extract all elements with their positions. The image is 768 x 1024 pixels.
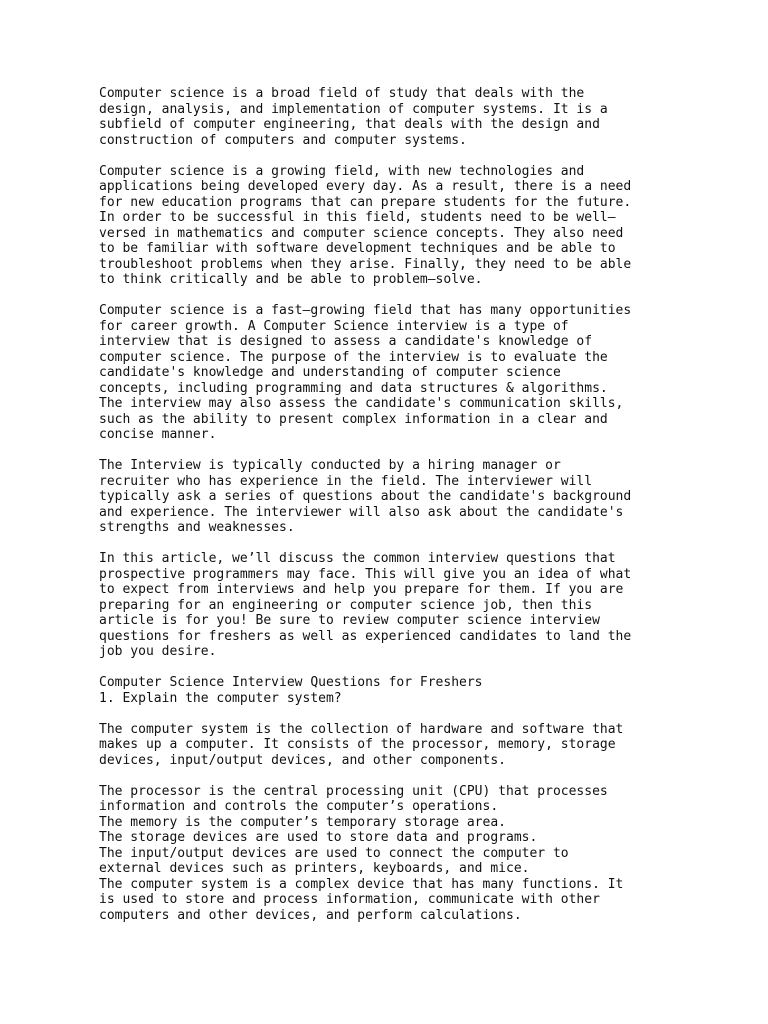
text-line: article is for you! Be sure to review computer science interview — [99, 613, 600, 628]
text-line: The storage devices are used to store data and programs. — [99, 830, 538, 845]
text-line: concepts, including programming and data structures & algorithms. — [99, 380, 608, 396]
components-paragraph — [99, 784, 739, 924]
text-line: construction of computers and computer systems. — [99, 132, 467, 148]
text-line: and experience. The interviewer will also ask about the candidate's — [99, 504, 624, 520]
text-line: The Interview is typically conducted by a hiring manager or — [99, 458, 561, 473]
intro-paragraph — [99, 86, 739, 148]
text-line: subfield of computer engineering, that deals with the design and — [99, 117, 600, 132]
text-line: to think critically and be able to problem–solve. — [99, 272, 483, 287]
text-line: computers and other devices, and perform calculations. — [99, 907, 522, 923]
text-line: typically ask a series of questions about the candidate's background — [99, 489, 632, 504]
text-line: computer science. The purpose of the interview is to evaluate the — [99, 349, 608, 365]
text-line: is used to store and process information, communicate with other — [99, 892, 600, 907]
text-line: Computer science is a broad field of study that deals with the — [99, 86, 585, 101]
document-page — [99, 86, 739, 939]
text-line: In this article, we’ll discuss the common interview questions that — [99, 551, 616, 566]
text-line: information and controls the computer’s operations. — [99, 799, 499, 814]
text-line: candidate's knowledge and understanding of computer science — [99, 365, 561, 380]
text-line: such as the ability to present complex information in a clear and — [99, 411, 608, 427]
text-line: questions for freshers as well as experienced candidates to land the — [99, 628, 632, 644]
article-intro-paragraph — [99, 551, 739, 660]
text-line: for new education programs that can prepare students for the future. — [99, 194, 632, 210]
text-line: The processor is the central processing unit (CPU) that processes — [99, 783, 608, 799]
text-line: job you desire. — [99, 644, 217, 659]
computer-system-paragraph — [99, 722, 739, 769]
text-line: troubleshoot problems when they arise. Finally, they need to be able — [99, 256, 632, 272]
text-line: design, analysis, and implementation of computer systems. It is a — [99, 101, 608, 117]
section-title: Computer Science Interview Questions for Freshers — [99, 675, 483, 690]
text-line: applications being developed every day. As a result, there is a need — [99, 179, 632, 194]
text-line: concise manner. — [99, 427, 217, 442]
text-line: The computer system is the collection of hardware and software that — [99, 721, 624, 737]
text-line: Computer science is a fast–growing field that has many opportunities — [99, 303, 632, 318]
text-line: The interview may also assess the candidate's communication skills, — [99, 396, 624, 411]
text-line: external devices such as printers, keyboards, and mice. — [99, 861, 530, 876]
interviewer-paragraph — [99, 458, 739, 536]
interview-definition-paragraph — [99, 303, 739, 443]
text-line: for career growth. A Computer Science interview is a type of — [99, 318, 569, 334]
text-line: preparing for an engineering or computer science job, then this — [99, 597, 593, 613]
question-title: 1. Explain the computer system? — [99, 690, 342, 706]
text-line: recruiter who has experience in the field. The interviewer will — [99, 473, 593, 489]
text-line: Computer science is a growing field, with new technologies and — [99, 163, 585, 179]
text-line: The computer system is a complex device that has many functions. It — [99, 876, 624, 892]
text-line: The memory is the computer’s temporary storage area. — [99, 814, 506, 830]
text-line: In order to be successful in this field, students need to be well– — [99, 210, 616, 225]
text-line: to expect from interviews and help you prepare for them. If you are — [99, 582, 624, 597]
text-line: versed in mathematics and computer science concepts. They also need — [99, 225, 624, 241]
text-line: makes up a computer. It consists of the processor, memory, storage — [99, 737, 616, 752]
text-line: strengths and weaknesses. — [99, 520, 295, 535]
text-line: devices, input/output devices, and other components. — [99, 752, 506, 768]
text-line: prospective programmers may face. This will give you an idea of what — [99, 566, 632, 582]
text-line: The input/output devices are used to connect the computer to — [99, 845, 569, 861]
text-line: interview that is designed to assess a candidate's knowledge of — [99, 334, 593, 349]
growing-field-paragraph — [99, 164, 739, 288]
section-heading — [99, 675, 739, 706]
text-line: to be familiar with software development techniques and be able to — [99, 241, 616, 256]
